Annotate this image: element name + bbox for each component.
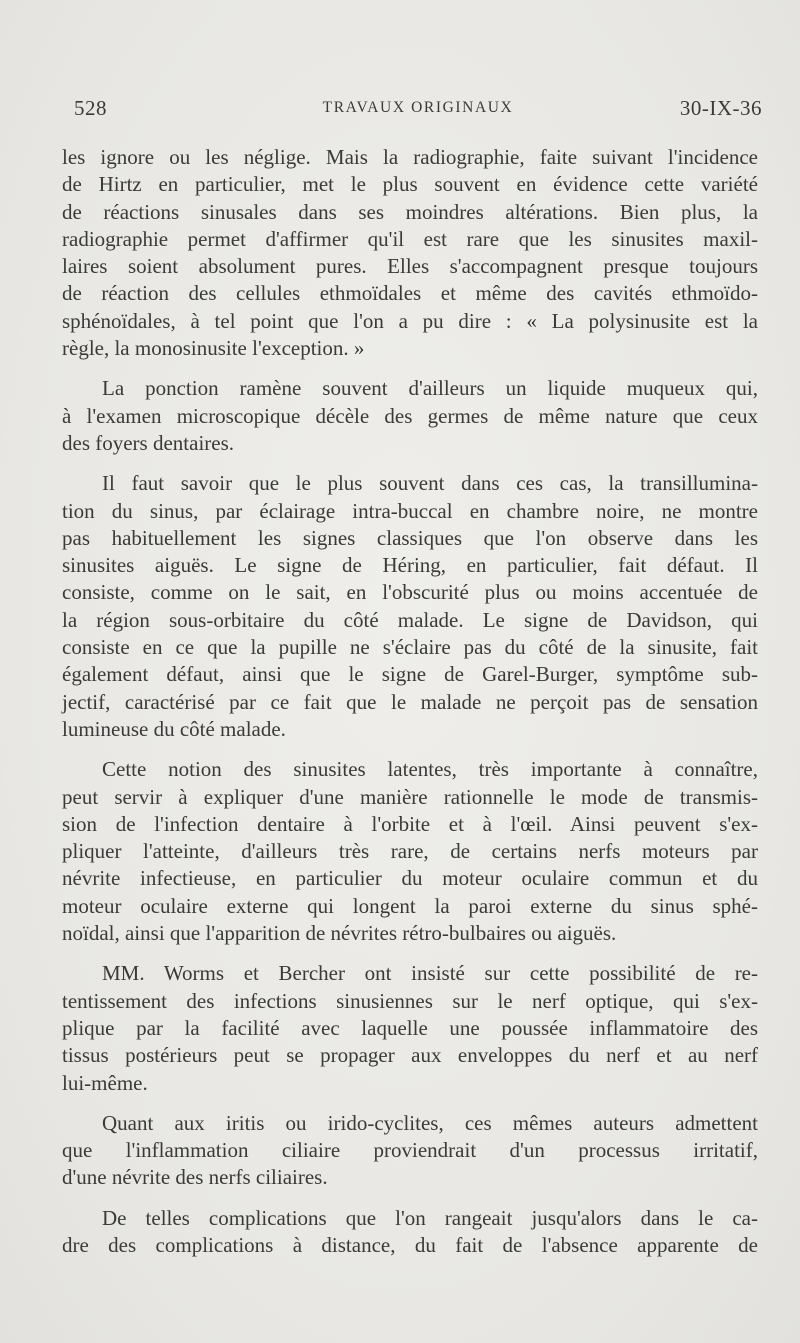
paragraph [62,1205,758,1260]
text-line: sinusites aiguës. Le signe de Héring, en particulier, fait défaut. Il [62,553,758,578]
text-line: la région sous-orbitaire du côté malade. Le signe de Davidson, qui [62,607,758,632]
paragraph [62,144,758,362]
text-line: jectif, caractérisé par ce fait que le malade ne perçoit pas de sensation [62,689,758,714]
text-line: pliquer l'atteinte, d'ailleurs très rare, de certains nerfs moteurs par [62,839,758,864]
text-line: noïdal, ainsi que l'apparition de névrites rétro-bulbaires ou aiguës. [62,921,617,946]
text-line: lumineuse du côté malade. [62,716,286,741]
text-line: De telles complications que l'on rangeait jusqu'alors dans le ca- [102,1205,758,1230]
text-line: consiste en ce que la pupille ne s'éclaire pas du côté de la sinusite, fait [62,635,758,660]
issue-date: 30-IX-36 [679,96,762,120]
page-header [74,96,762,126]
text-line: radiographie permet d'affirmer qu'il est rare que les sinusites maxil- [62,226,758,251]
running-title: TRAVAUX ORIGINAUX [322,99,514,116]
text-line: moteur oculaire externe qui longent la paroi externe du sinus sphé- [62,893,758,918]
page-number: 528 [74,96,107,120]
text-line: de réactions sinusales dans ses moindres altérations. Bien plus, la [62,199,758,224]
text-line: que l'inflammation ciliaire proviendrait d'un processus irritatif, [62,1138,758,1163]
text-line: de réaction des cellules ethmoïdales et même des cavités ethmoïdo- [62,281,758,306]
text-line: plique par la facilité avec laquelle une poussée inflammatoire des [62,1015,758,1040]
text-line: lui-même. [62,1070,148,1095]
text-line: d'une névrite des nerfs ciliaires. [62,1165,328,1190]
text-line: laires soient absolument pures. Elles s'accompagnent presque toujours [62,254,758,279]
text-line: Quant aux iritis ou irido-cyclites, ces mêmes auteurs admettent [102,1110,758,1135]
text-line: tion du sinus, par éclairage intra-buccal en chambre noire, ne montre [62,498,758,523]
paragraph [62,756,758,947]
text-line: à l'examen microscopique décèle des germes de même nature que ceux [62,403,758,428]
text-line: consiste, comme on le sait, en l'obscurité plus ou moins accentuée de [62,580,758,605]
text-line: les ignore ou les néglige. Mais la radiographie, faite suivant l'incidence [62,145,758,169]
article-body [62,144,758,1272]
paragraph [62,1110,758,1192]
text-line: sion de l'infection dentaire à l'orbite et à l'œil. Ainsi peuvent s'ex- [62,811,758,836]
paragraph [62,960,758,1096]
text-line: pas habituellement les signes classiques que l'on observe dans les [62,525,758,550]
text-line: névrite infectieuse, en particulier du moteur oculaire commun et du [62,866,758,891]
text-line: tissus postérieurs peut se propager aux enveloppes du nerf et au nerf [62,1043,758,1068]
text-line: La ponction ramène souvent d'ailleurs un liquide muqueux qui, [102,376,758,401]
text-line: également défaut, ainsi que le signe de Garel-Burger, symptôme sub- [62,662,758,687]
text-line: peut servir à expliquer d'une manière rationnelle le mode de transmis- [62,784,758,809]
paragraph [62,470,758,743]
text-line: règle, la monosinusite l'exception. » [62,336,365,361]
text-line: MM. Worms et Bercher ont insisté sur cette possibilité de re- [102,961,758,986]
text-line: de Hirtz en particulier, met le plus souvent en évidence cette variété [62,172,758,197]
text-line: dre des complications à distance, du fait de l'absence apparente de [62,1232,758,1257]
text-line: Il faut savoir que le plus souvent dans ces cas, la transillumina- [102,471,758,496]
text-line: tentissement des infections sinusiennes sur le nerf optique, qui s'ex- [62,988,758,1013]
text-line: Cette notion des sinusites latentes, très importante à connaître, [102,757,758,782]
text-line: des foyers dentaires. [62,430,235,455]
text-line: sphénoïdales, à tel point que l'on a pu dire : « La polysinusite est la [62,308,758,333]
paragraph [62,375,758,457]
